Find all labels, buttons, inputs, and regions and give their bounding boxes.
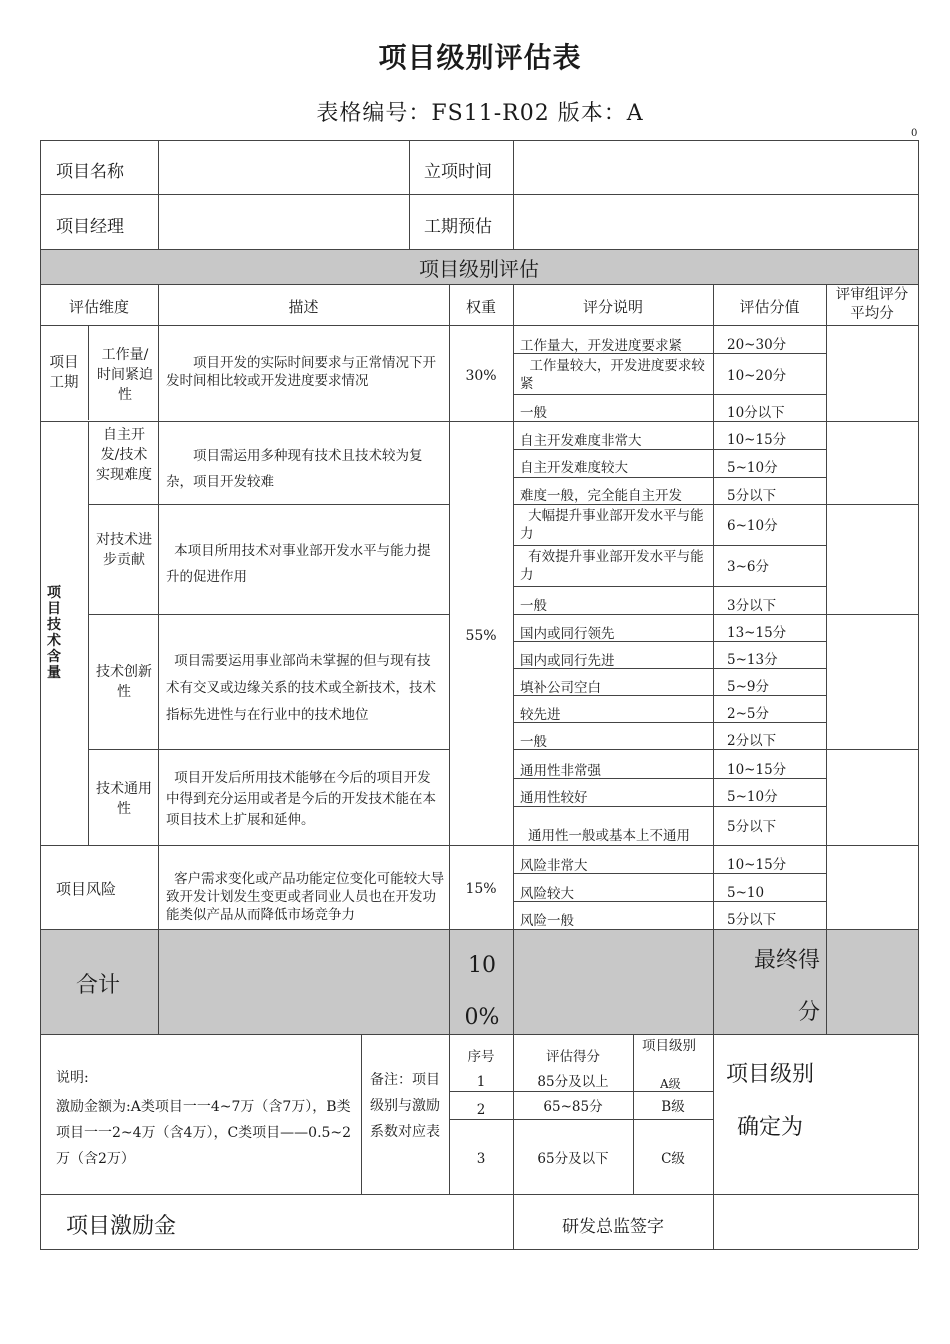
innovation-level-3: 填补公司空白 — [520, 680, 601, 696]
schedule-weight: 30% — [465, 368, 497, 384]
progress-score-1: 6~10分 — [727, 518, 778, 534]
independent-score-1: 10~15分 — [727, 432, 787, 448]
notes-title: 说明: — [56, 1070, 89, 1086]
urgency-level-2: 工作量较大，开发进度要求较紧 — [520, 358, 705, 392]
level-table-remark: 备注：项目级别与激励系数对应表 — [370, 1072, 440, 1140]
risk-panel-score-field[interactable] — [827, 846, 917, 928]
progress-score-2: 3~6分 — [727, 559, 769, 575]
form-number: 表格编号：FS11-R02 版本：A — [316, 101, 644, 126]
innovation-level-2: 国内或同行先进 — [520, 653, 615, 669]
section-title: 项目级别评估 — [419, 257, 539, 281]
risk-level-2: 风险较大 — [520, 886, 574, 902]
independent-dimension: 自主开发/技术实现难度 — [96, 427, 152, 483]
final-score-field[interactable] — [827, 930, 917, 1033]
progress-level-2: 有效提升事业部开发水平与能力 — [520, 549, 704, 583]
innovation-level-4: 较先进 — [520, 707, 561, 723]
risk-score-1: 10~15分 — [727, 857, 787, 873]
bonus-label: 项目激励金 — [66, 1214, 177, 1239]
urgency-score-3: 10分以下 — [727, 405, 785, 421]
progress-level-1: 大幅提升事业部开发水平与能力 — [520, 508, 704, 542]
header-scoring-notes: 评分说明 — [582, 298, 643, 316]
header-panel-average: 评审组评分平均分 — [835, 287, 909, 322]
risk-weight: 15% — [465, 881, 497, 897]
tech-panel-score-field-4[interactable] — [827, 750, 917, 845]
tech-panel-score-field-1[interactable] — [827, 422, 917, 504]
duration-label: 工期预估 — [424, 217, 492, 237]
independent-level-1: 自主开发难度非常大 — [520, 433, 642, 449]
innovation-dimension: 技术创新性 — [96, 664, 152, 700]
level-row-2-no: 2 — [476, 1102, 486, 1118]
urgency-dimension: 工作量/时间紧迫性 — [97, 347, 153, 403]
progress-description: 本项目所用技术对事业部开发水平与能力提升的促进作用 — [166, 543, 431, 585]
bonus-field[interactable] — [41, 1195, 513, 1248]
innovation-level-5: 一般 — [520, 734, 547, 750]
independent-description: 项目需运用多种现有技术且技术较为复杂，项目开发较难 — [166, 448, 423, 490]
risk-score-2: 5~10 — [727, 885, 765, 901]
project-name-label: 项目名称 — [56, 162, 124, 182]
independent-level-2: 自主开发难度较大 — [520, 460, 628, 476]
innovation-score-3: 5~9分 — [727, 679, 769, 695]
progress-level-3: 一般 — [520, 598, 547, 614]
generality-level-2: 通用性较好 — [520, 790, 588, 806]
schedule-panel-score-field[interactable] — [827, 326, 917, 420]
total-weight: 100% — [464, 953, 500, 1030]
tech-panel-score-field-3[interactable] — [827, 615, 917, 749]
signature-label: 研发总监签字 — [562, 1217, 664, 1237]
level-row-3-score: 65分及以下 — [537, 1151, 609, 1167]
header-weight: 权重 — [465, 298, 496, 316]
generality-score-2: 5~10分 — [727, 789, 778, 805]
urgency-description: 项目开发的实际时间要求与正常情况下开发时间相比较或开发进度要求情况 — [166, 355, 436, 389]
total-label: 合计 — [76, 973, 121, 998]
page-title: 项目级别评估表 — [378, 41, 582, 74]
urgency-level-1: 工作量大，开发进度要求紧 — [520, 338, 682, 354]
project-name-field[interactable] — [159, 141, 408, 194]
generality-description: 项目开发后所用技术能够在今后的项目开发中得到充分运用或者是今后的开发技术能在本项目技术上扩展和延伸。 — [166, 770, 436, 828]
level-row-3-level: C级 — [661, 1151, 685, 1167]
risk-score-3: 5分以下 — [727, 912, 777, 928]
innovation-score-4: 2~5分 — [727, 706, 769, 722]
header-dimension: 评估维度 — [68, 298, 129, 316]
group-risk-name: 项目风险 — [56, 880, 117, 898]
final-score-label: 最终得分 — [753, 948, 820, 1025]
innovation-score-5: 2分以下 — [727, 733, 777, 749]
independent-score-3: 5分以下 — [727, 488, 777, 504]
risk-description: 客户需求变化或产品功能定位变化可能较大导致开发计划发生变更或者同业人员也在开发功能类似产品从而降低市场竞争力 — [166, 871, 445, 923]
start-time-label: 立项时间 — [424, 162, 492, 182]
notes-text: 激励金额为:A类项目一一4~7万（含7万），B类项目一一2~4万（含4万），C类项目——0.5~2万（含2万） — [56, 1099, 352, 1167]
level-row-2-score: 65~85分 — [543, 1099, 603, 1115]
generality-score-3: 5分以下 — [727, 819, 777, 835]
tech-weight: 55% — [465, 628, 497, 644]
level-row-2-level: B级 — [661, 1099, 685, 1115]
corner-mark: 0 — [911, 128, 918, 139]
innovation-score-1: 13~15分 — [727, 625, 787, 641]
independent-level-3: 难度一般，完全能自主开发 — [520, 488, 682, 504]
urgency-score-2: 10~20分 — [727, 368, 787, 384]
risk-level-1: 风险非常大 — [520, 858, 588, 874]
generality-dimension: 技术通用性 — [96, 781, 152, 817]
manager-label: 项目经理 — [56, 217, 124, 237]
tech-panel-score-field-2[interactable] — [827, 505, 917, 614]
innovation-description: 项目需要运用事业部尚未掌握的但与现有技术有交叉或边缘关系的技术或全新技术，技术指标先进性与在行业中的技术地位 — [166, 653, 436, 723]
level-header-no: 序号 — [467, 1049, 495, 1065]
urgency-score-1: 20~30分 — [727, 337, 787, 353]
generality-level-1: 通用性非常强 — [520, 763, 601, 779]
level-row-1-level: A级 — [660, 1078, 681, 1090]
header-score: 评估分值 — [739, 298, 800, 316]
independent-score-2: 5~10分 — [727, 460, 778, 476]
level-result-label: 项目级别确定为 — [725, 1062, 814, 1140]
signature-field[interactable] — [714, 1195, 917, 1248]
level-row-1-no: 1 — [476, 1074, 486, 1090]
group-tech-name: 项目技术含量 — [47, 585, 61, 681]
generality-score-1: 10~15分 — [727, 762, 787, 778]
progress-dimension: 对技术进步贡献 — [96, 532, 152, 568]
level-header-score: 评估得分 — [546, 1049, 600, 1065]
start-time-field[interactable] — [514, 141, 917, 194]
header-description: 描述 — [288, 298, 319, 316]
group-schedule-name: 项目工期 — [49, 355, 79, 391]
generality-level-3: 通用性一般或基本上不通用 — [528, 828, 690, 844]
innovation-score-2: 5~13分 — [727, 652, 778, 668]
manager-field[interactable] — [159, 195, 408, 248]
level-row-1-score: 85分及以上 — [537, 1074, 609, 1090]
risk-level-3: 风险一般 — [520, 913, 574, 929]
level-header-level: 项目级别 — [642, 1038, 696, 1054]
innovation-level-1: 国内或同行领先 — [520, 626, 615, 642]
level-result-field[interactable] — [827, 1035, 917, 1193]
urgency-level-3: 一般 — [520, 405, 547, 421]
progress-score-3: 3分以下 — [727, 598, 777, 614]
level-row-3-no: 3 — [476, 1151, 486, 1167]
duration-field[interactable] — [514, 195, 917, 248]
